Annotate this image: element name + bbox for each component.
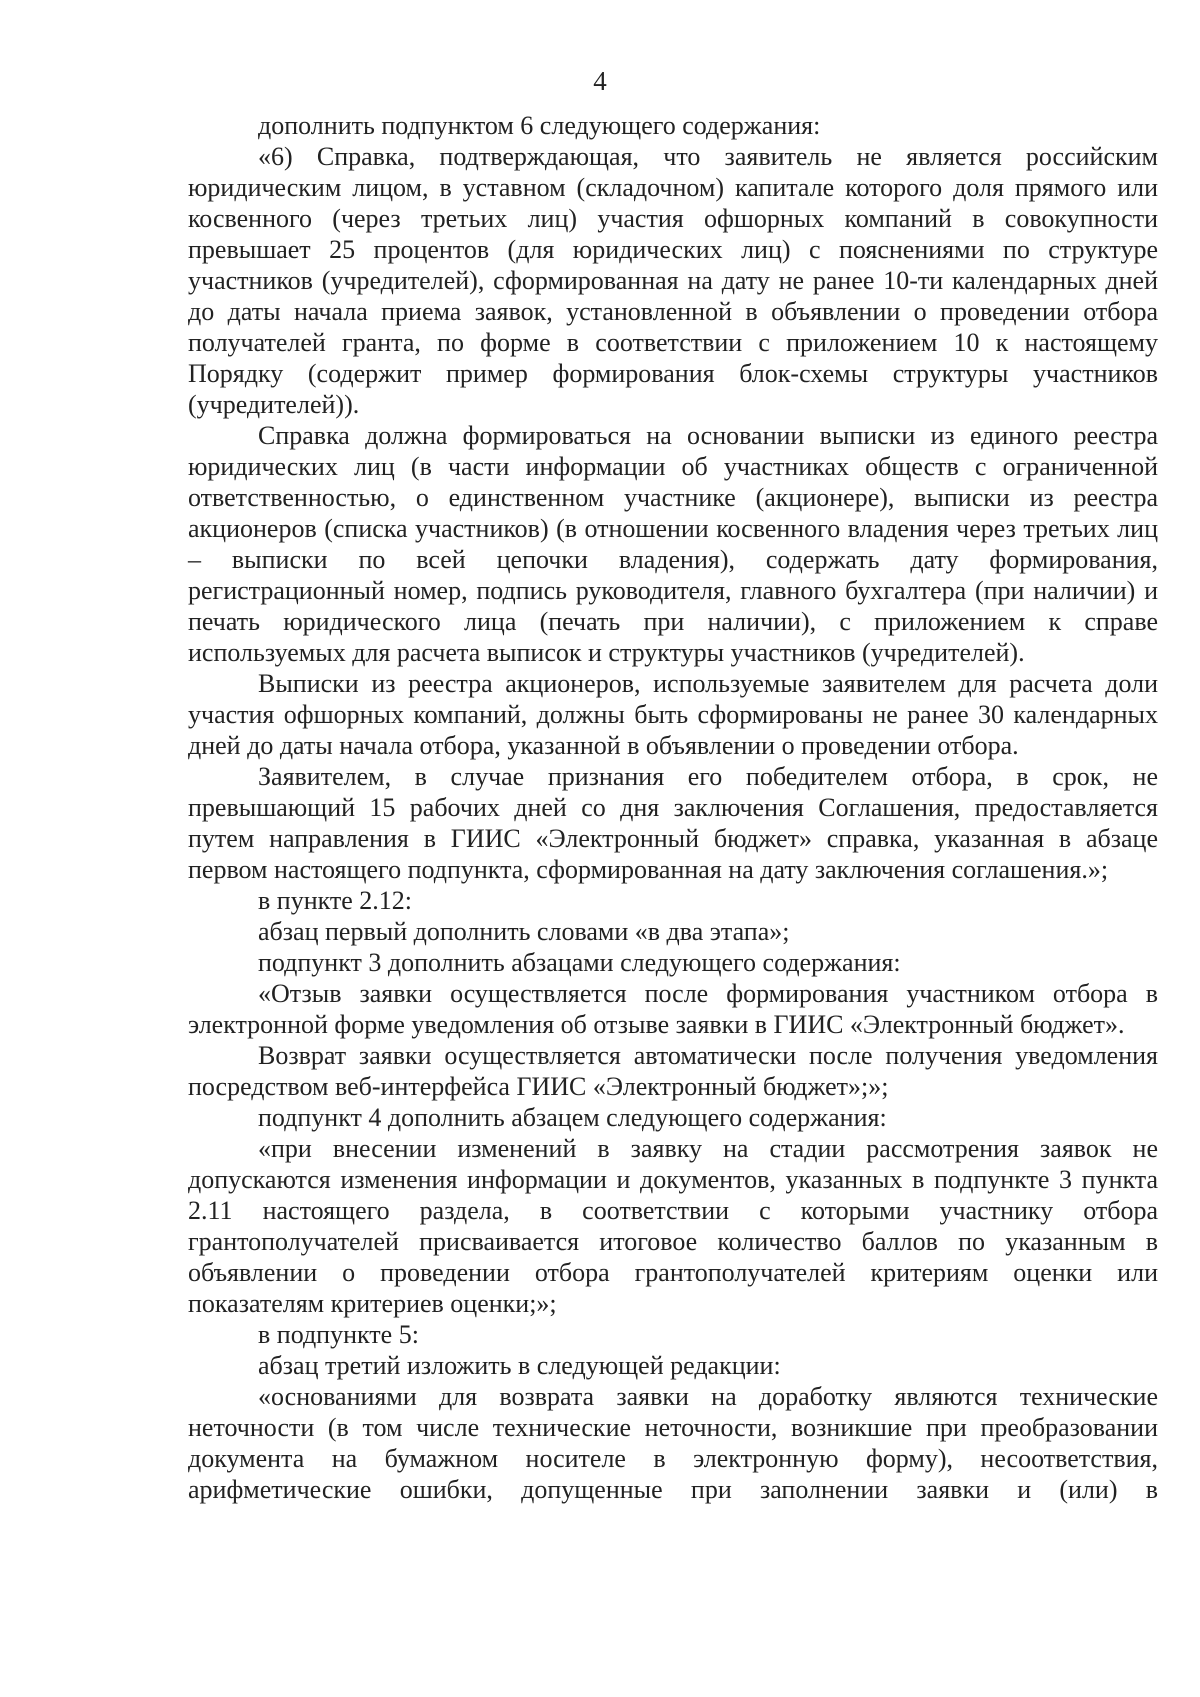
paragraph-subitem-4-addition: подпункт 4 дополнить абзацем следующего содержания: — [258, 1103, 887, 1132]
paragraph-withdrawal: «Отзыв заявки осуществляется после формирования участником отбора в электронной форме уведомления об отзыве заявки в ГИИС «Электронный бюджет». — [188, 979, 1158, 1039]
paragraph-first-abzac-addition: абзац первый дополнить словами «в два этапа»; — [258, 917, 790, 946]
document-body — [188, 110, 1158, 1505]
paragraph-certificate-offshore: «6) Справка, подтверждающая, что заявитель не является российским юридическим лицом, в уставном (складочном) капитале которого доля прямого или косвенного (через третьих лиц) участия офшорных компаний в совокупности превышает 25 процентов (для юридических лиц) с пояснениями по структуре участников (учредителей), сформированная на дату не ранее 10-ти календарных дней до даты начала приема заявок, установленной в объявлении о проведении отбора получателей гранта, по форме в соответствии с приложением 10 к настоящему Порядку (содержит пример формирования блок-схемы структуры участников (учредителей)). — [188, 142, 1158, 419]
paragraph-certificate-basis: Справка должна формироваться на основании выписки из единого реестра юридических лиц (в части информации об участниках обществ с ограниченной ответственностью, о единственном участнике (акционере), выписки из реестра акционеров (списка участников) (в отношении косвенного владения через третьих лиц – выписки по всей цепочки владения), содержать дату формирования, регистрационный номер, подпись руководителя, главного бухгалтера (при наличии) и печать юридического лица (печать при наличии), с приложением к справе используемых для расчета выписок и структуры участников (учредителей). — [188, 421, 1158, 667]
paragraph-subitem-3-addition: подпункт 3 дополнить абзацами следующего содержания: — [258, 948, 901, 977]
paragraph-changes-restriction: «при внесении изменений в заявку на стадии рассмотрения заявок не допускаются изменения информации и документов, указанных в подпункте 3 пункта 2.11 настоящего раздела, в соответствии с которыми участнику отбора грантополучателей присваивается итоговое количество баллов по указанным в объявлении о проведении отбора грантополучателей критериям оценки или показателям критериев оценки;»; — [188, 1134, 1158, 1318]
paragraph-third-abzac: абзац третий изложить в следующей редакции: — [258, 1351, 781, 1380]
paragraph-return: Возврат заявки осуществляется автоматически после получения уведомления посредством веб-интерфейса ГИИС «Электронный бюджет»;»; — [188, 1041, 1158, 1101]
paragraph-return-grounds: «основаниями для возврата заявки на доработку являются технические неточности (в том числе технические неточности, возникшие при преобразовании документа на бумажном носителе в электронную форму), несоответствия, арифметические ошибки, допущенные при заполнении заявки и (или) в — [188, 1382, 1158, 1504]
paragraph-item-2-12: в пункте 2.12: — [258, 886, 413, 915]
paragraph-subitem-5: в подпункте 5: — [258, 1320, 419, 1349]
page-number: 4 — [593, 66, 607, 96]
paragraph-winner-certificate: Заявителем, в случае признания его победителем отбора, в срок, не превышающий 15 рабочих дней со дня заключения Соглашения, предоставляется путем направления в ГИИС «Электронный бюджет» справка, указанная в абзаце первом настоящего подпункта, сформированная на дату заключения соглашения.»; — [188, 762, 1158, 884]
paragraph-shareholder-extracts: Выписки из реестра акционеров, используемые заявителем для расчета доли участия офшорных компаний, должны быть сформированы не ранее 30 календарных дней до даты начала отбора, указанной в объявлении о проведении отбора. — [188, 669, 1158, 760]
paragraph-add-subitem-6: дополнить подпунктом 6 следующего содержания: — [258, 111, 821, 140]
